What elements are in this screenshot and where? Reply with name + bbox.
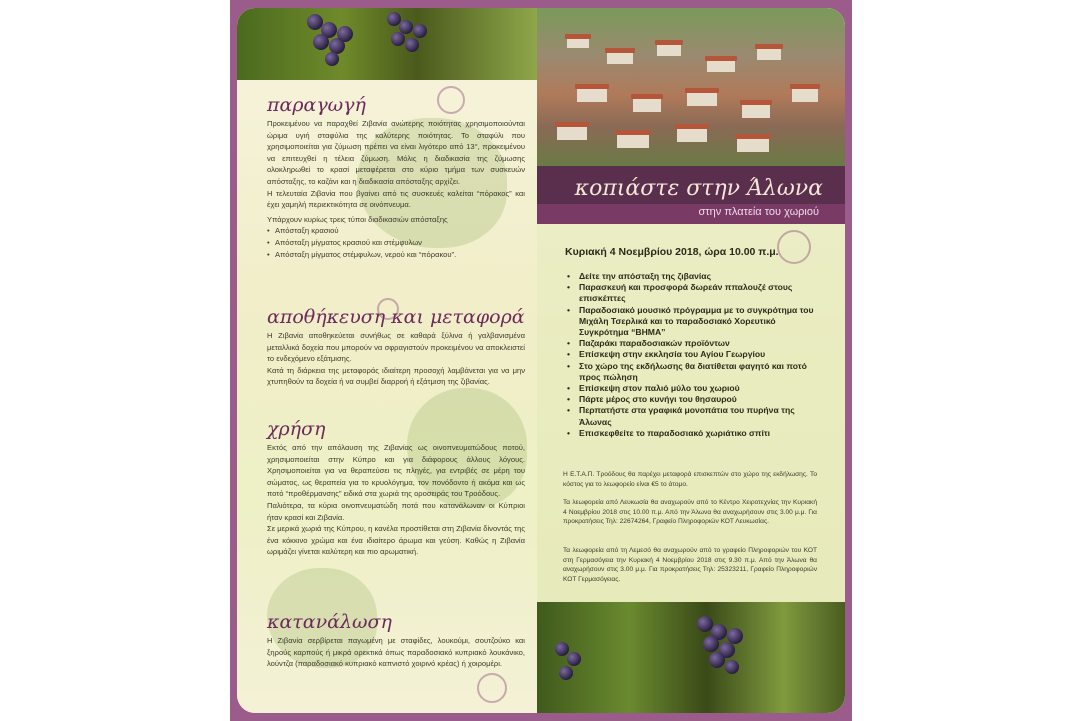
grapes-photo-bottom — [537, 602, 845, 713]
transport-note-limassol: Τα λεωφορεία από τη Λεμεσό θα αναχωρούν από το γραφείο Πληροφοριών του ΚΟΤ στη Γερμασόγεια την Κυριακή 4 Νοεμβρίου 2018 στις 9.30 π.μ. Από την Άλωνα θα αναχωρήσουν στις 3.00 μ.μ. Για προκρατήσεις Τηλ: 25323211, Γραφείο Πληροφοριών ΚΟΤ Γερμασόγειας. — [563, 547, 817, 583]
list-item: • Απόσταξη μίγματος κρασιού και στέμφυλων — [267, 237, 525, 249]
village-photo — [537, 8, 845, 166]
event-subtitle: στην πλατεία του χωριού — [698, 206, 819, 218]
activities-list — [567, 271, 817, 439]
brochure-sheet — [237, 8, 845, 713]
paragraph: Παλιότερα, τα κύρια οινοπνευματώδη ποτά που κατανάλωναν οι Κύπριοι ήταν κρασί και Ζιβανία. — [267, 500, 525, 522]
list-item: • Επισκεφθείτε το παραδοσιακό χωριάτικο σπίτι — [567, 428, 817, 439]
vine-swirl — [477, 673, 507, 703]
paragraph: Προκειμένου να παραχθεί Ζιβανία ανώτερης ποιότητας χρησιμοποιούνται ώριμα υγιή σταφύλια της καλύτερης ποιότητας. Το σταφύλι που χρησιμοποιείται για ζύμωση πρέπει να είναι λιγότερο από 13°, προκειμένου να επιτευχθεί η τέλεια ζύμωση. Μόλις η διαδικασία της ζύμωσης ολοκληρωθεί το κρασί μεταφέρεται στο κύριο τμήμα των συσκευών απόσταξης, το καζάνι και η διαδικασία απόσταξης αρχίζει. — [267, 119, 525, 186]
section-title-production: παραγωγή — [267, 94, 366, 116]
paragraph: Υπάρχουν κυρίως τρεις τύποι διαδικασιών απόσταξης — [267, 214, 448, 224]
section-title-use: χρήση — [267, 418, 326, 440]
list-item: • Παραδοσιακό μουσικό πρόγραμμα με το συγκρότημα του Μιχάλη Τσερλικά και το παραδοσιακό Χορευτικό Συγκρότημα “ΒΗΜΑ” — [567, 305, 817, 339]
event-date: Κυριακή 4 Νοεμβρίου 2018, ώρα 10.00 π.μ. — [565, 246, 779, 258]
paragraph: Η Ζιβανία σερβίρεται παγωμένη με σταφίδες, λουκούμι, σουτζούκο και ξηρούς καρπούς ή μικρά ορεκτικά όπως παραδοσιακό κυπριακό λουκάνικο, λούντζα (παραδοσιακό κυπριακό καπνιστό χοιρινό κρέας) ή χοιρομέρι. — [267, 636, 525, 669]
section-body-storage — [267, 330, 525, 388]
list-item: • Πάρτε μέρος στο κυνήγι του θησαυρού — [567, 394, 817, 405]
list-item: • Επίσκεψη στον παλιό μύλο του χωριού — [567, 383, 817, 394]
section-body-consumption — [267, 635, 525, 670]
list-item: • Περπατήστε στα γραφικά μονοπάτια του πυρήνα της Άλωνας — [567, 405, 817, 427]
list-item: • Απόσταξη μίγματος στέμφυλων, νερού και “πόρακου”. — [267, 249, 525, 261]
section-body-production — [267, 118, 525, 260]
vine-swirl — [777, 230, 811, 264]
list-item: • Στο χώρο της εκδήλωσης θα διατίθεται φαγητό και ποτό προς πώληση — [567, 361, 817, 383]
paragraph: Σε μερικά χωριά της Κύπρου, η κανέλα προστίθεται στη Ζιβανία δίνοντάς της ένα κόκκινο χρώμα και ένα ιδιαίτερο άρωμα και γεύση. Καθώς η Ζιβανία ωριμάζει γίνεται καλύτερη και πιο αρωματική. — [267, 524, 525, 557]
paragraph: Κατά τη διάρκεια της μεταφοράς ιδιαίτερη προσοχή λαμβάνεται για να μην χτυπηθούν τα δοχεία ή να συμβεί διαρροή ή εξάτμιση της ζιβανίας. — [267, 365, 525, 387]
list-item: • Δείτε την απόσταξη της ζιβανίας — [567, 271, 817, 282]
paragraph: Η τελευταία Ζιβανία που βγαίνει από τις συσκευές καλείται “πόρακος” και έχει χαμηλή περιεκτικότητα σε οινόπνευμα. — [267, 188, 525, 210]
list-item: • Παζαράκι παραδοσιακών προϊόντων — [567, 338, 817, 349]
section-title-consumption: κατανάλωση — [267, 611, 392, 633]
paragraph: Η Ζιβανία αποθηκεύεται συνήθως σε καθαρά ξύλινα ή γαλβανισμένα μεταλλικά δοχεία που μπορούν να σφραγιστούν προκειμένου να αποκλειστεί το ενδεχόμενο εξάτμισης. — [267, 331, 525, 364]
grapes-photo-top — [237, 8, 537, 80]
transport-note: Η Ε.Τ.Α.Π. Τροόδους θα παρέχει μεταφορά επισκεπτών στο χώρο της εκδήλωσης. Το κόστος για το λεωφορείο είναι €5 το άτομο. — [563, 471, 817, 488]
list-item: • Παρασκευή και προσφορά δωρεάν ππαλουζέ στους επισκέπτες — [567, 282, 817, 304]
event-title: κοπιάστε στην Άλωνα — [574, 176, 823, 201]
paragraph: Εκτός από την απόλαυση της Ζιβανίας ως οινοπνευματώδους ποτού, χρησιμοποιείται στην Κύπρο και για διάφορους άλλους λόγους. Χρησιμοποιείται για να θεραπεύσει τις πληγές, για εντριβές σε μέρη του σώματος, ως θεραπεία για το κρυολόγημα, τον πονόδοντο ή ακόμα και ως ποτό “προθέρμανσης” ειδικά στα χωριά της οροσειράς του Τροόδους. — [267, 443, 525, 499]
right-column — [537, 8, 845, 713]
list-item: • Απόσταξη κρασιού — [267, 225, 525, 237]
section-body-use — [267, 442, 525, 558]
list-item: • Επίσκεψη στην εκκλησία του Αγίου Γεωργίου — [567, 349, 817, 360]
section-title-storage: αποθήκευση και μεταφορά — [267, 306, 525, 328]
event-banner — [537, 166, 845, 224]
left-column — [237, 8, 537, 713]
transport-note-nicosia: Τα λεωφορεία από Λευκωσία θα αναχωρούν από το Κέντρο Χειροτεχνίας την Κυριακή 4 Νοεμβρίου 2018 στις 10.00 π.μ. Από την Άλωνα θα αναχωρήσουν στις 3.00 μ.μ. Για προκρατήσεις Τηλ: 22674264, Γραφείο Πληροφοριών ΚΟΤ Λευκωσίας. — [563, 499, 817, 526]
vine-swirl — [437, 86, 465, 114]
